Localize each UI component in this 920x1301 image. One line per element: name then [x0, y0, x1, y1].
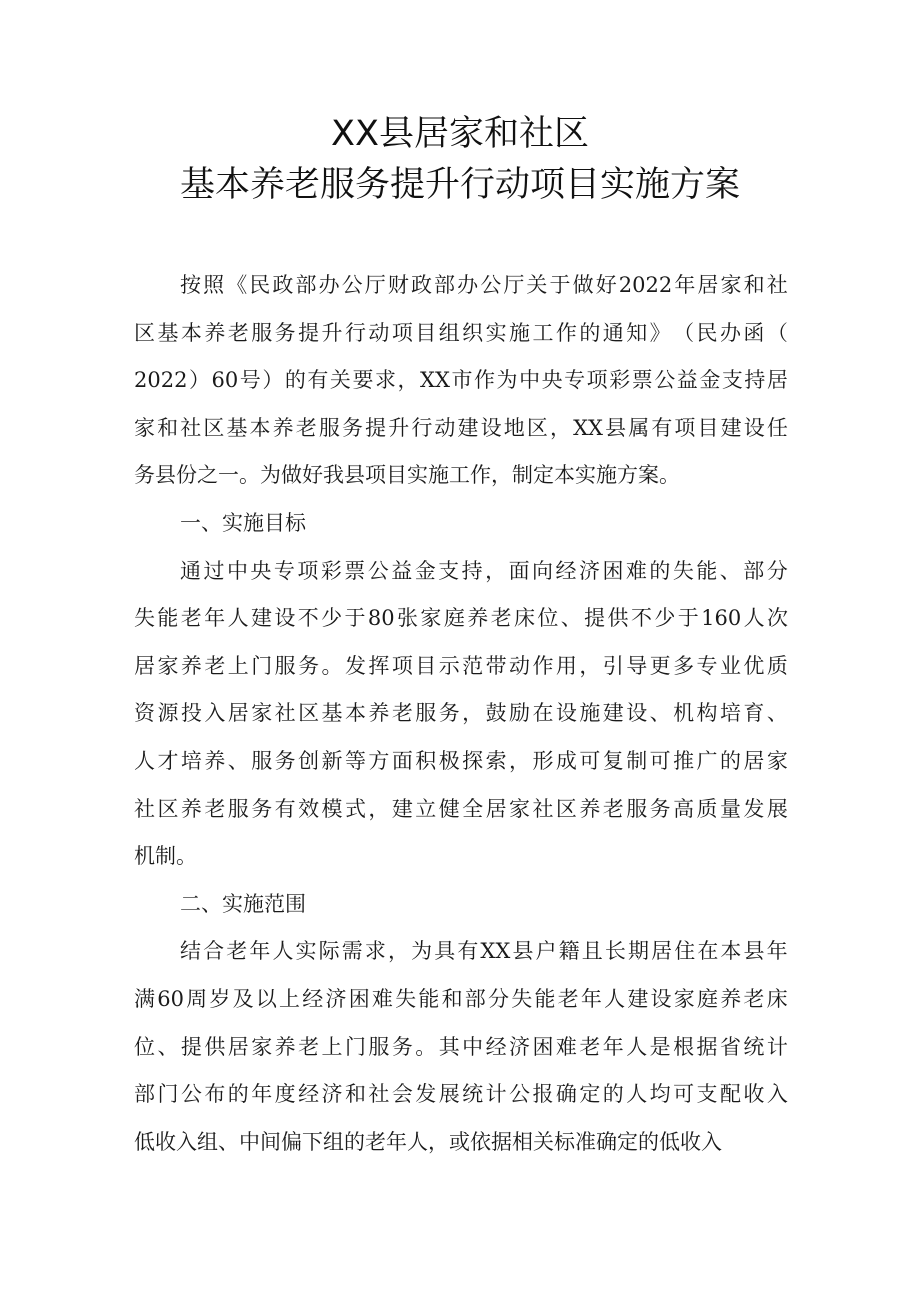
- paragraph-line: 务 县 份 之 一 。 为 做 好 我 县 项 目 实 施 工 作 ， 制 定 本 实 施 方 案 。: [134, 463, 680, 488]
- paragraph-line: 低 收 入 组 、 中 间 偏 下 组 的 老 年 人 ， 或 依 据 相 关 标 准 确 定 的 低 收 入: [134, 1129, 722, 1154]
- document-title-line1: XX县居家和社区: [331, 114, 589, 154]
- paragraph-line: 部 门 公 布 的 年 度 经 济 和 社 会 发 展 统 计 公 报 确 定 的 人 均 可 支 配 收 入: [134, 1082, 788, 1107]
- section-heading: 二、实施范围: [180, 891, 306, 916]
- paragraph-line: 通 过 中 央 专 项 彩 票 公 益 金 支 持 ， 面 向 经 济 困 难 的 失 能 、 部 分: [180, 558, 788, 583]
- paragraph-line: 失 能 老 年 人 建 设 不 少 于 80 张 家 庭 养 老 床 位 、 提 供 不 少 于 160 人 次: [134, 606, 788, 631]
- paragraph-line: 2022 ） 60 号 ） 的 有 关 要 求 ， XX 市 作 为 中 央 专 项 彩 票 公 益 金 支 持 居: [134, 368, 788, 393]
- paragraph-line: 位 、 提 供 居 家 养 老 上 门 服 务 。 其 中 经 济 困 难 老 年 人 是 根 据 省 统 计: [134, 1034, 788, 1059]
- paragraph-line: 人 才 培 养 、 服 务 创 新 等 方 面 积 极 探 索 ， 形 成 可 复 制 可 推 广 的 居 家: [134, 748, 788, 773]
- paragraph-line: 按 照 《 民 政 部 办 公 厅 财 政 部 办 公 厅 关 于 做 好 2022 年 居 家 和 社: [180, 273, 788, 297]
- paragraph: [134, 548, 788, 881]
- document-body: [134, 262, 788, 1166]
- paragraph: [134, 928, 788, 1166]
- paragraph: [134, 262, 788, 500]
- paragraph-line: 资 源 投 入 居 家 社 区 基 本 养 老 服 务 ， 鼓 励 在 设 施 建 设 、 机 构 培 育 、: [134, 701, 788, 726]
- section-heading: 一、实施目标: [180, 510, 306, 535]
- paragraph-line: 居 家 养 老 上 门 服 务 。 发 挥 项 目 示 范 带 动 作 用 ， 引 导 更 多 专 业 优 质: [134, 653, 788, 678]
- document-title-line2: 基本养老服务提升行动项目实施方案: [179, 165, 740, 205]
- paragraph-line: 家 和 社 区 基 本 养 老 服 务 提 升 行 动 建 设 地 区 ， XX 县 属 有 项 目 建 设 任: [134, 415, 788, 440]
- paragraph-line: 满 60 周 岁 及 以 上 经 济 困 难 失 能 和 部 分 失 能 老 年 人 建 设 家 庭 养 老 床: [134, 986, 788, 1011]
- paragraph-line: 区 基 本 养 老 服 务 提 升 行 动 项 目 组 织 实 施 工 作 的 通 知 》 （ 民 办 函 （: [134, 320, 788, 345]
- paragraph-line: 机 制 。: [134, 844, 197, 869]
- paragraph-line: 社 区 养 老 服 务 有 效 模 式 ， 建 立 健 全 居 家 社 区 养 老 服 务 高 质 量 发 展: [134, 796, 788, 821]
- paragraph-line: 结 合 老 年 人 实 际 需 求 ， 为 具 有 XX 县 户 籍 且 长 期 居 住 在 本 县 年: [180, 939, 788, 964]
